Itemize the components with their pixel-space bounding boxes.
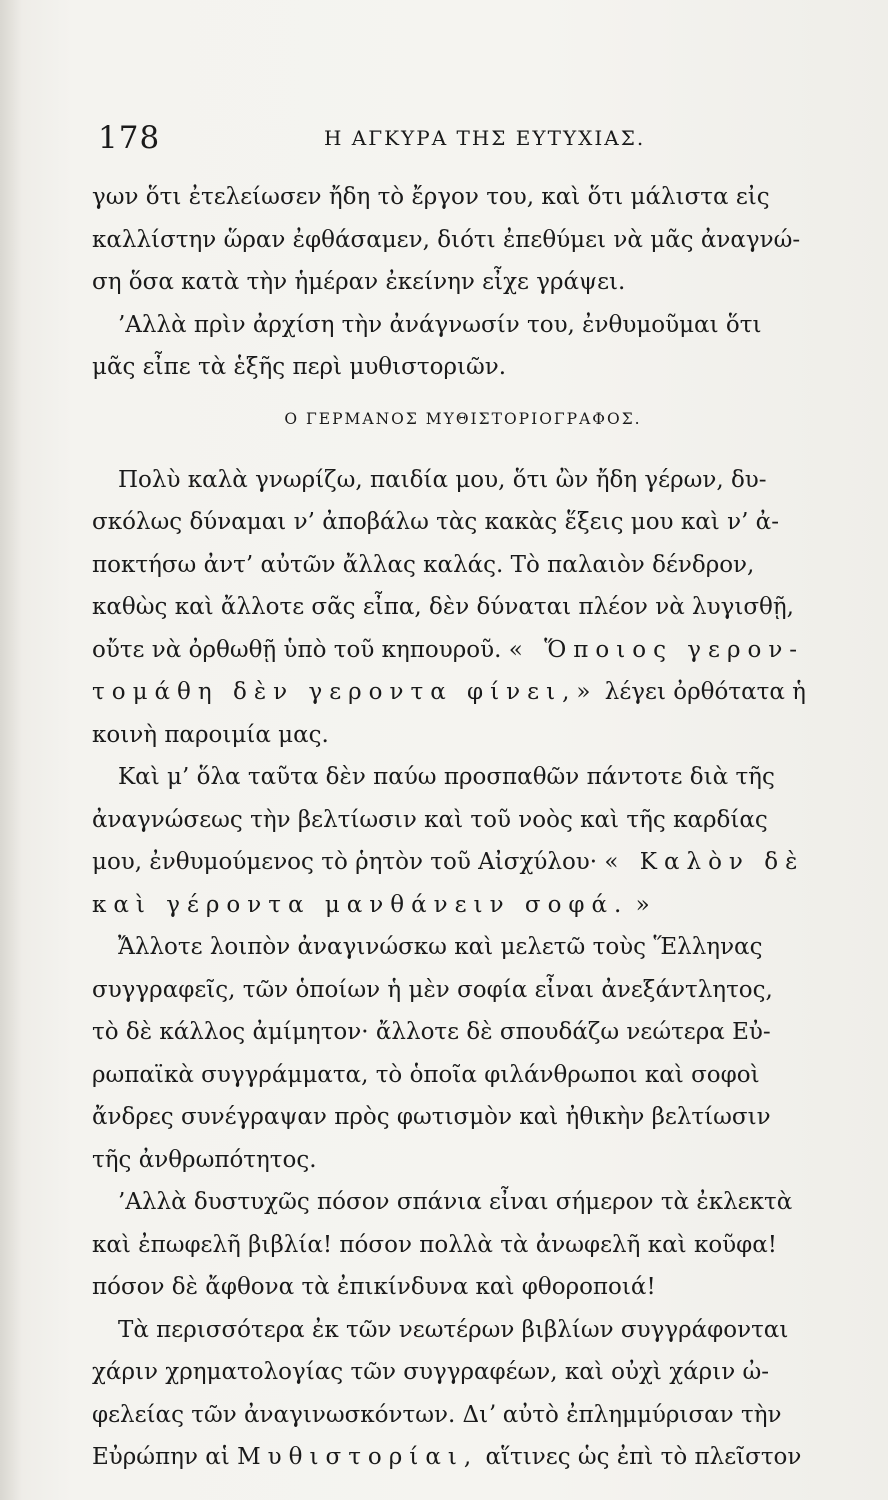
text-line: σκόλως δύναμαι ν’ ἀποβάλω τὰς κακὰς ἕξεις μου καὶ ν’ ἀ- (92, 509, 779, 535)
text-line: χάριν χρηματολογίας τῶν συγγραφέων, καὶ οὐχὶ χάριν ὠ- (92, 1359, 770, 1385)
body-text (92, 176, 824, 1479)
text-line: γων ὅτι ἐτελείωσεν ἤδη τὸ ἔργον του, καὶ ὅτι μάλιστα εἰς (92, 184, 770, 210)
spacer (92, 449, 824, 459)
aeschylus-quote: « Καλὸν δὲ (604, 849, 805, 875)
text-line: τὸ δὲ κάλλος ἀμίμητον· ἄλλοτε δὲ σπουδάζω νεώτερα Εὐ- (92, 1019, 771, 1045)
text-line: Καὶ μ’ ὅλα ταῦτα δὲν παύω προσπαθῶν πάντοτε διὰ τῆς (118, 764, 775, 790)
emphasized-word: Μυθιστορίαι, (237, 1444, 479, 1470)
proverb-quote: « Ὅποιος γερον- (508, 636, 805, 663)
text-line: φελείας τῶν ἀναγινωσκόντων. Διʼ αὐτὸ ἐπλημμύρισαν τὴν (92, 1401, 782, 1428)
text-line: ρωπαϊκὰ συγγράμματα, τὸ ὁποῖα φιλάνθρωποι καὶ σοφοὶ (92, 1061, 760, 1088)
text-line: καὶ ἐπωφελῆ βιβλία! πόσον πολλὰ τὰ ἀνωφελῆ καὶ κοῦφα! (92, 1231, 778, 1258)
page-header (98, 120, 798, 160)
text-span: Εὐρώπην αἱ (92, 1444, 230, 1470)
text-line: κοινὴ παροιμία μας. (92, 721, 329, 748)
text-line: ποκτήσω ἀντ’ αὐτῶν ἄλλας καλάς. Τὸ παλαιὸν δένδρον, (92, 551, 755, 578)
text-span: » (628, 891, 650, 918)
text-line: ση ὅσα κατὰ τὴν ἡμέραν ἐκείνην εἶχε γράψει. (92, 269, 626, 295)
running-head: Η ΑΓΚΥΡΑ ΤΗΣ ΕΥΤΥΧΙΑΣ. (324, 126, 646, 150)
text-line: Πολὺ καλὰ γνωρίζω, παιδία μου, ὅτι ὢν ἤδη γέρων, δυ- (118, 466, 767, 493)
text-line: καθὼς καὶ ἄλλοτε σᾶς εἶπα, δὲν δύναται πλέον νὰ λυγισθῇ, (92, 594, 794, 620)
page-number: 178 (98, 120, 161, 156)
text-line: καλλίστην ὥραν ἐφθάσαμεν, διότι ἐπεθύμει νὰ μᾶς ἀναγνώ- (92, 226, 801, 253)
text-line: ’Αλλὰ πρὶν ἀρχίση τὴν ἀνάγνωσίν του, ἐνθυμοῦμαι ὅτι (118, 311, 762, 338)
aeschylus-quote: καὶ γέροντα μανθάνειν σοφά. (92, 891, 629, 918)
text-line: μᾶς εἶπε τὰ ἑξῆς περὶ μυθιστοριῶν. (92, 354, 507, 380)
text-line (92, 629, 824, 672)
text-span: οὔτε νὰ ὀρθωθῇ ὑπὸ τοῦ κηπουροῦ. (92, 636, 502, 663)
text-line: Τὰ περισσότερα ἐκ τῶν νεωτέρων βιβλίων συγγράφονται (118, 1316, 789, 1343)
text-line (92, 1436, 824, 1479)
text-line (92, 884, 824, 927)
text-line: πόσον δὲ ἄφθονα τὰ ἐπικίνδυνα καὶ φθοροποιά! (92, 1274, 656, 1300)
text-line: ἀναγνώσεως τὴν βελτίωσιν καὶ τοῦ νοὸς καὶ τῆς καρδίας (92, 806, 768, 833)
text-line: Ἄλλοτε λοιπὸν ἀναγινώσκω καὶ μελετῶ τοὺς Ἕλληνας (118, 934, 763, 960)
text-span: αἵτινες ὡς ἐπὶ τὸ πλεῖστον (485, 1444, 802, 1470)
proverb-quote: τομάθη δὲν γεροντα φίνει,» (92, 679, 598, 705)
binding-shadow (0, 0, 22, 1500)
text-line: ἄνδρες συνέγραψαν πρὸς φωτισμὸν καὶ ἠθικὴν βελτίωσιν (92, 1104, 771, 1130)
text-line (92, 671, 824, 714)
text-line: συγγραφεῖς, τῶν ὁποίων ἡ μὲν σοφία εἶναι ἀνεξάντλητος, (92, 976, 773, 1003)
text-span: λέγει ὀρθότατα ἡ (604, 679, 806, 705)
text-span: μου, ἐνθυμούμενος τὸ ῥητὸν τοῦ Αἰσχύλου· (92, 849, 598, 875)
text-line: ’Αλλὰ δυστυχῶς πόσον σπάνια εἶναι σήμερον τὰ ἐκλεκτὰ (118, 1189, 793, 1215)
text-line: τῆς ἀνθρωπότητος. (92, 1146, 317, 1173)
text-line (92, 841, 824, 884)
section-title: Ο ΓΕΡΜΑΝΟΣ ΜΥΘΙΣΤΟΡΙΟΓΡΑΦΟΣ. (284, 409, 642, 428)
